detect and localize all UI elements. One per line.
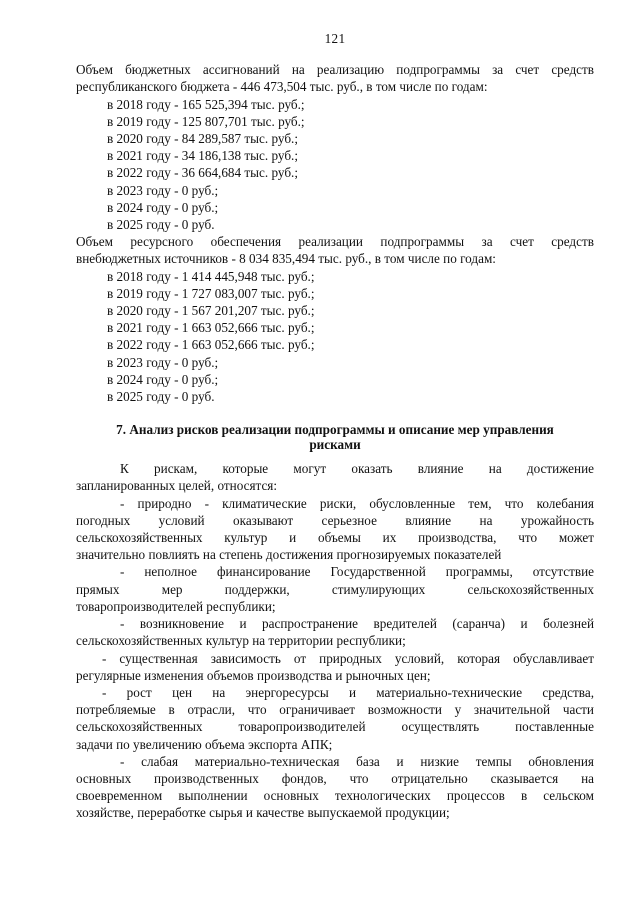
risks-intro-line: запланированных целей, относятся:	[76, 478, 278, 494]
risk-item-line: - неполное финансирование Государственной программы, отсутствие	[120, 564, 594, 580]
extrabudget-year-item: в 2019 году - 1 727 083,007 тыс. руб.;	[107, 285, 315, 301]
extrabudget-year-item: в 2025 году - 0 руб.	[107, 389, 215, 405]
risk-item-line: основных производственных фондов, что отрицательно сказывается на	[76, 770, 594, 786]
extrabudget-year-item: в 2024 году - 0 руб.;	[107, 371, 219, 387]
extrabudget-year-item: в 2018 году - 1 414 445,948 тыс. руб.;	[107, 268, 315, 284]
budget-years-list	[76, 96, 594, 234]
document-page	[76, 30, 594, 822]
budget-year-item: в 2019 году - 125 807,701 тыс. руб.;	[107, 113, 305, 129]
risks-block	[76, 460, 594, 821]
risk-item-line: значительно повлиять на степень достижения прогнозируемых показателей	[76, 547, 502, 563]
risks-intro-line: К рискам, которые могут оказать влияние на достижение	[120, 461, 594, 477]
section-heading	[76, 423, 594, 452]
budget-intro-line: республиканского бюджета - 446 473,504 тыс. руб., в том числе по годам:	[76, 79, 488, 95]
budget-block	[76, 61, 594, 233]
risk-item-line: хозяйстве, переработке сырья и качестве выпускаемой продукции;	[76, 805, 450, 821]
risk-item-line: - рост цен на энергоресурсы и материально-технические средства,	[102, 684, 594, 700]
section-heading-line: рисками	[309, 436, 361, 452]
budget-year-item: в 2025 году - 0 руб.	[107, 217, 215, 233]
extrabudget-year-item: в 2023 году - 0 руб.;	[107, 354, 219, 370]
risk-item-line: регулярные изменения объемов производства и рыночных цен;	[76, 667, 431, 683]
section-heading-line: 7. Анализ рисков реализации подпрограммы и описание мер управления	[116, 422, 554, 438]
budget-year-item: в 2024 году - 0 руб.;	[107, 199, 219, 215]
risk-item-line: своевременном выполнении основных технологических процессов в сельском	[76, 788, 594, 804]
page-number: 121	[324, 31, 346, 46]
risk-item-line: задачи по увеличению объема экспорта АПК;	[76, 736, 333, 752]
extrabudget-years-list	[76, 268, 594, 406]
extrabudget-year-item: в 2020 году - 1 567 201,207 тыс. руб.;	[107, 303, 315, 319]
extrabudget-year-item: в 2021 году - 1 663 052,666 тыс. руб.;	[107, 320, 315, 336]
budget-year-item: в 2021 году - 34 186,138 тыс. руб.;	[107, 148, 298, 164]
extrabudget-year-item: в 2022 году - 1 663 052,666 тыс. руб.;	[107, 337, 315, 353]
risk-item-line: - возникновение и распространение вредителей (саранча) и болезней	[120, 616, 594, 632]
extrabudget-intro-line: Объем ресурсного обеспечения реализации подпрограммы за счет средств	[76, 234, 594, 250]
risk-item-line: прямых мер поддержки, стимулирующих сельскохозяйственных	[76, 581, 594, 597]
risk-item-line: потребляемые в отрасли, что ограничивает возможности у значительной части	[76, 702, 594, 718]
risk-item-line: сельскохозяйственных товаропроизводителей осуществлять поставленные	[76, 719, 594, 735]
risk-item-line: товаропроизводителей республики;	[76, 598, 276, 614]
risk-item-line: - природно - климатические риски, обусловленные тем, что колебания	[120, 495, 594, 511]
budget-year-item: в 2018 году - 165 525,394 тыс. руб.;	[107, 96, 305, 112]
risk-item-line: - слабая материально-техническая база и низкие темпы обновления	[120, 753, 594, 769]
risk-item-line: погодных условий оказывают серьезное влияние на урожайность	[76, 512, 594, 528]
budget-intro-line: Объем бюджетных ассигнований на реализацию подпрограммы за счет средств	[76, 62, 594, 78]
budget-year-item: в 2020 году - 84 289,587 тыс. руб.;	[107, 131, 298, 147]
extrabudget-block	[76, 233, 594, 405]
budget-year-item: в 2023 году - 0 руб.;	[107, 182, 219, 198]
risk-item-line: сельскохозяйственных культур и объемы их производства, что может	[76, 530, 594, 546]
budget-year-item: в 2022 году - 36 664,684 тыс. руб.;	[107, 165, 298, 181]
extrabudget-intro-line: внебюджетных источников - 8 034 835,494 тыс. руб., в том числе по годам:	[76, 251, 496, 267]
risk-item-line: - существенная зависимость от природных условий, которая обуславливает	[102, 650, 594, 666]
risk-item-line: сельскохозяйственных культур на территории республики;	[76, 633, 406, 649]
